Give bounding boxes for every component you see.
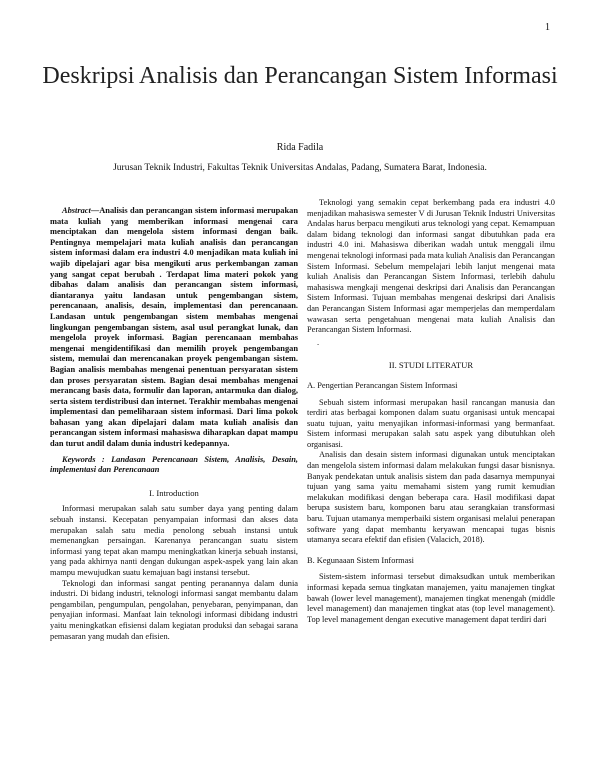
keywords-text: Landasan Perencanaan Sistem, Analisis, Desain, implementasi dan Perencanaan (50, 454, 298, 475)
page-number: 1 (545, 22, 550, 33)
keywords (50, 455, 298, 476)
abstract-text: Analisis dan perancangan sistem informasi merupakan mata kuliah yang memberikan informasi mengenai cara menciptakan dan mengelola sistem informasi dengan baik. Pentingnya mempelajari mata kuliah analisis dan perancangan sistem informasi dalam era industri 4.0 menjadikan mata kuliah ini wajib dipelajari agar bisa mengikuti arus perkembangan zaman yang sangat cepat berubah . Terdapat lima materi pokok yang dibahas dalam analisis dan perancangan sistem informasi, diantaranya yaitu landasan untuk pengembangan sistem, perencanaan, analisis, desain, implementasi dan perencanaan. Landasan untuk pengembangan sistem membahas mengenai lingkungan pengembangan sistem, asal usul perangkat lunak, dan mengelola proyek informasi. Bagian perencanaan membahas mengenai mengidentifikasi dan memilih proyek pengembangan sistem, memulai dan merencanakan proyek pengembangan sistem. Bagian analisis membahas mengenai penentuan persyaratan sistem dan proses persyaratan sistem. Bagian desai membahas mengenai merancang basis data, formulir dan laporan, antarmuka dan dialog, serta sistem terdistribusi dan internet. Terakhir membahas mengenai implementasi dan pemeliharaan sistem informasi. Dari lima pokok bahasan yang akan dipelajari dalam mata kuliah analisis dan perancangan sistem informasi mahasiswa diharapkan dapat mampu dan turut andil dalam dunia industri kedepannya. (50, 206, 298, 449)
literature-a-paragraph-1: Sebuah sistem informasi merupakan hasil rancangan manusia dan terdiri atas berbagai komponen dalam suatu organisasi untuk mencapai suatu tujuan, yaitu menyajikan informasi-informasi yang bermanfaat. Sistem informasi merupakan salah satu aspek yang dibutuhkan oleh organisasi. (307, 397, 555, 449)
right-column (307, 198, 555, 625)
author-name: Rida Fadila (276, 142, 324, 153)
keywords-label: Keywords : (62, 454, 112, 464)
stray-dot: . (317, 337, 320, 347)
left-column (50, 206, 298, 642)
paper-title: Deskripsi Analisis dan Perancangan Sistem Informasi (42, 63, 558, 89)
subsection-heading-a: A. Pengertian Perancangan Sistem Informasi (307, 380, 458, 390)
literature-a-paragraph-2: Analisis dan desain sistem informasi digunakan untuk menciptakan dan mengelola sistem informasi dalam melakukan fungsi dasar bisnisnya. Banyak pendekatan untuk analisis sistem dan pada dasarnya mempunyai tujuan yang sama yaitu memahami sistem yang rumit kemudian melakukan modifikasi dengan beberapa cara. Hasil modifikasi dapat berupa susistem baru, komponen baru atau serangkaian transformasi baru. Tujuan utamanya memperbaiki sistem organisasi melalui penerapan software yang dapat membantu keryawan mencapai tugas bisnis utamanya secara efektif dan efisien (Valacich, 2018). (307, 450, 555, 545)
intro-paragraph-2: Teknologi dan informasi sangat penting peranannya dalam dunia industri. Di bidang industri, teknologi informasi sangat membantu dalam pengambilan, pengumpulan, pengolahan, penyebaran, penyimpanan, dan penyajian informasi. Manfaat lain teknologi informasi dibidang industri yaitu meningkatkan efisiensi dalam kegiatan produksi dan sebagai sarana pemasaran yang mudah dan efisien. (50, 578, 298, 641)
subsection-heading-b: B. Kegunaaan Sistem Informasi (307, 555, 414, 565)
intro-paragraph-1: Informasi merupakan salah satu sumber daya yang penting dalam sebuah instansi. Kecepatan penyampaian informasi dan akses data merupakan salah satu media penolong sebuah instansi untuk memenangkan persaingan. Karenanya perancangan suatu sistem informasi yang tepat akan mampu meningkatkan kinerja sebuah instansi, yang pada akhirnya nanti dengan dukungan aspek-aspek yang lain akan mampu mewujudkan suatu kemajuan bagi instansi tersebut. (50, 504, 298, 577)
author-affiliation: Jurusan Teknik Industri, Fakultas Teknik Universitas Andalas, Padang, Sumatera Barat, Indonesia. (113, 163, 487, 173)
abstract-label: Abstract— (62, 206, 100, 215)
abstract (50, 206, 298, 450)
section-heading-literature: II. STUDI LITERATUR (388, 360, 474, 371)
literature-b-paragraph-1: Sistem-sistem informasi tersebut dimaksudkan untuk memberikan informasi kepada semua tingkatan manajemen, yaitu manajemen tingkat bawah (lower level management), manajemen tingkat menengah (middle level management) dan manajemen tingkat atas (top level management). Top level management dengan executive management dapat terdiri dari (307, 572, 555, 624)
intro-paragraph-3: Teknologi yang semakin cepat berkembang pada era industri 4.0 menjadikan mahasiswa semester V di Jurusan Teknik Industri Universitas Andalas harus berpacu mengikuti arus teknologi yang cepat. Kemampuan dalam bidang teknologi dan informasi sangat dibutuhkan pada era industri 4.0 ini. Mahasiswa diberikan wadah untuk menggali ilmu mengenai teknologi informasi pada mata kuliah Analisis dan Perancangan Sistem Informasi. Sebelum mempelajari lebih lanjut mengenai mata kuliah Analisis dan Perancangan Sistem Informasi, terlebih dahulu mahasiswa mengkaji mengenai deskripsi dari Analisis dan Perancangan Sistem Informasi. Tujuan membahas mengenai deskripsi dari Analisis dan Perancangan Sistem Informasi agar memperjelas dan memperdalam wawasan serta pengetahuan mengenai mata kuliah Analisis dan Perancangan Sistem Informasi. (307, 198, 555, 335)
section-heading-introduction: I. Introduction (149, 487, 199, 498)
